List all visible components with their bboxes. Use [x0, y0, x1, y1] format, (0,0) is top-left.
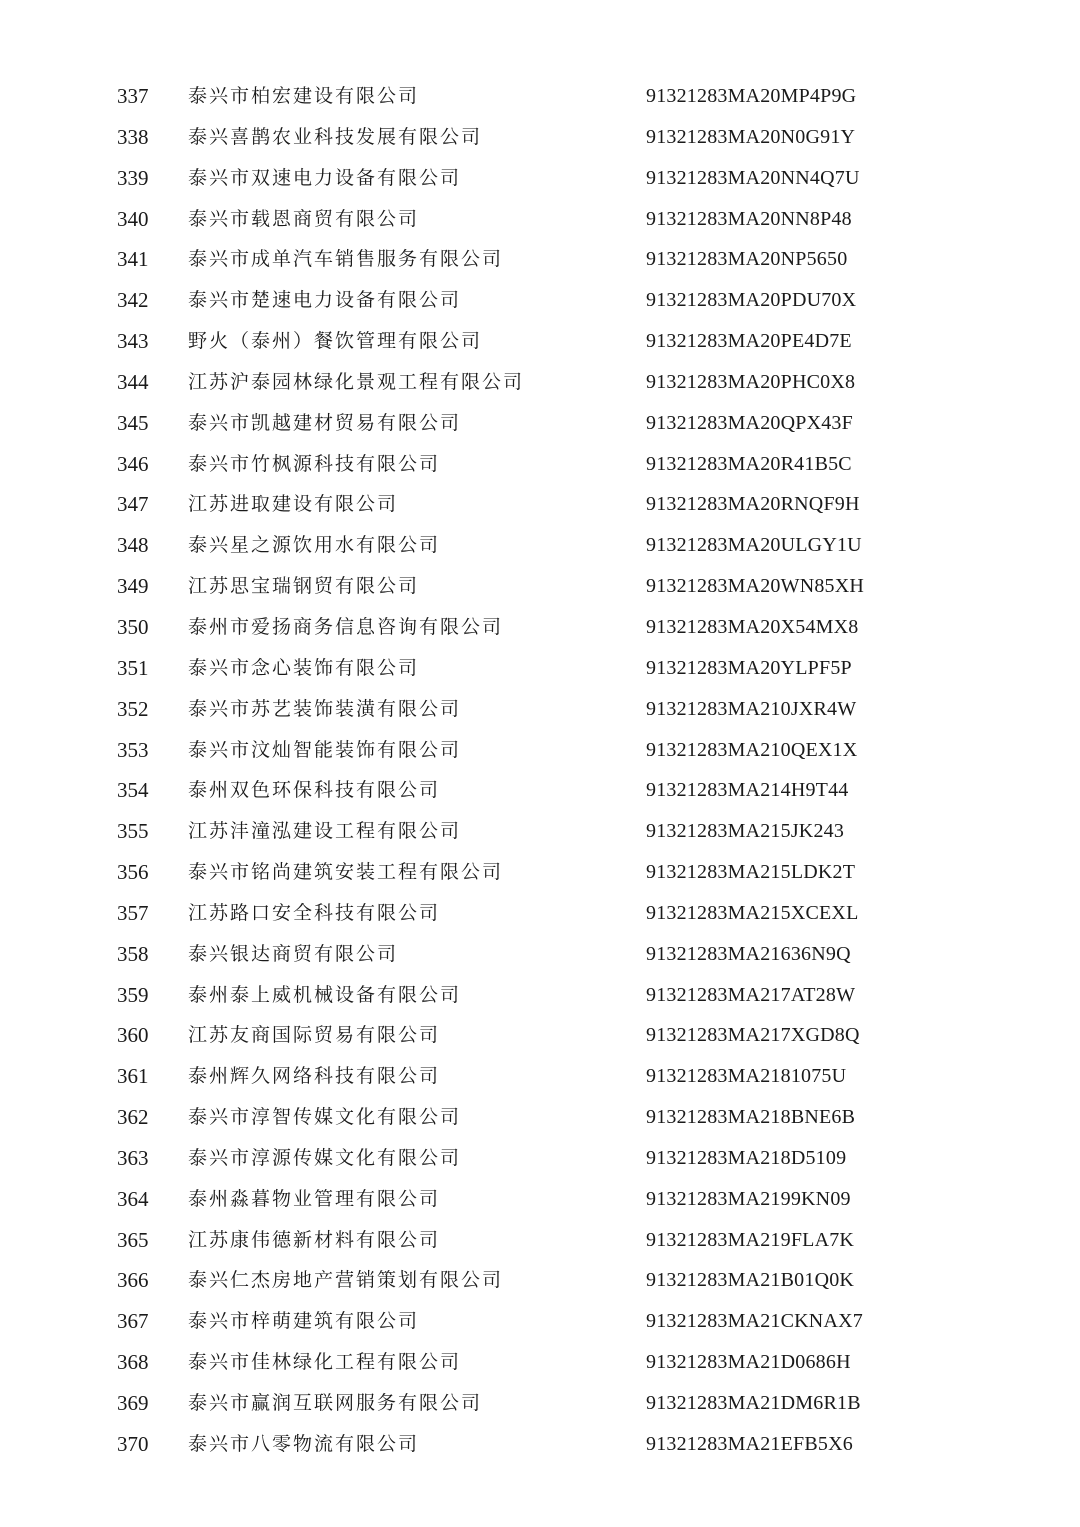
row-number: 343 [117, 329, 149, 354]
company-name: 泰兴市八零物流有限公司 [188, 1432, 420, 1455]
row-number: 365 [117, 1227, 149, 1252]
table-row [0, 893, 1080, 934]
company-name: 泰兴市双速电力设备有限公司 [188, 166, 462, 189]
credit-code: 91321283MA20WN85XH [646, 575, 865, 598]
credit-code: 91321283MA20MP4P9G [646, 85, 857, 107]
table-row [0, 607, 1080, 648]
row-number: 364 [117, 1186, 149, 1211]
company-name: 泰兴喜鹊农业科技发展有限公司 [188, 125, 483, 148]
row-number: 349 [117, 574, 149, 599]
table-row [0, 1383, 1080, 1424]
credit-code: 91321283MA217AT28W [646, 983, 856, 1006]
table-row [0, 525, 1080, 566]
table-row [0, 444, 1080, 485]
company-name: 泰兴市竹枫源科技有限公司 [188, 452, 441, 475]
company-name: 泰兴市汶灿智能装饰有限公司 [188, 738, 462, 761]
row-number: 361 [117, 1064, 149, 1089]
row-number: 360 [117, 1023, 149, 1048]
company-name: 泰兴星之源饮用水有限公司 [188, 534, 441, 557]
company-name: 泰兴银达商贸有限公司 [188, 942, 399, 965]
company-name: 泰州双色环保科技有限公司 [188, 779, 441, 802]
table-row [0, 117, 1080, 158]
credit-code: 91321283MA20PE4D7E [646, 330, 852, 353]
row-number: 370 [117, 1431, 149, 1456]
table-row [0, 770, 1080, 811]
row-number: 362 [117, 1105, 149, 1130]
company-name: 江苏友商国际贸易有限公司 [188, 1024, 441, 1047]
credit-code: 91321283MA218D5109 [646, 1146, 847, 1169]
table-row [0, 199, 1080, 240]
table-row [0, 1301, 1080, 1342]
row-number: 342 [117, 288, 149, 313]
company-list-table [0, 76, 1080, 1465]
company-name: 江苏沪泰园林绿化景观工程有限公司 [188, 370, 525, 393]
credit-code: 91321283MA215XCEXL [646, 901, 859, 924]
table-row [0, 811, 1080, 852]
row-number: 358 [117, 941, 149, 966]
row-number: 338 [117, 124, 149, 149]
company-name: 泰州辉久网络科技有限公司 [188, 1065, 441, 1088]
company-name: 泰兴市苏艺装饰装潢有限公司 [188, 697, 462, 720]
table-row [0, 158, 1080, 199]
credit-code: 91321283MA21B01Q0K [646, 1269, 855, 1292]
row-number: 341 [117, 247, 149, 272]
credit-code: 91321283MA2181075U [646, 1065, 847, 1088]
table-row [0, 403, 1080, 444]
company-name: 野火（泰州）餐饮管理有限公司 [188, 330, 483, 353]
credit-code: 91321283MA210QEX1X [646, 738, 858, 761]
table-row [0, 239, 1080, 280]
company-name: 泰兴仁杰房地产营销策划有限公司 [188, 1269, 504, 1292]
company-name: 泰兴市淳智传媒文化有限公司 [188, 1106, 462, 1129]
company-name: 泰兴市赢润互联网服务有限公司 [188, 1392, 483, 1414]
row-number: 352 [117, 696, 149, 721]
credit-code: 91321283MA20PDU70X [646, 289, 857, 312]
table-row [0, 1097, 1080, 1138]
company-name: 泰兴市佳林绿化工程有限公司 [188, 1351, 462, 1374]
company-name: 泰兴市铭尚建筑安装工程有限公司 [188, 861, 504, 884]
row-number: 369 [117, 1391, 149, 1415]
row-number: 353 [117, 737, 149, 762]
table-row [0, 1138, 1080, 1179]
company-name: 江苏康伟德新材料有限公司 [188, 1228, 441, 1251]
row-number: 366 [117, 1268, 149, 1293]
table-row [0, 566, 1080, 607]
row-number: 368 [117, 1350, 149, 1375]
table-row [0, 730, 1080, 771]
table-row [0, 648, 1080, 689]
company-name: 泰州淼暮物业管理有限公司 [188, 1187, 441, 1210]
company-name: 江苏沣潼泓建设工程有限公司 [188, 820, 462, 843]
row-number: 345 [117, 410, 149, 435]
table-row [0, 1342, 1080, 1383]
credit-code: 91321283MA21DM6R1B [646, 1392, 861, 1414]
credit-code: 91321283MA210JXR4W [646, 697, 857, 720]
company-name: 江苏路口安全科技有限公司 [188, 901, 441, 924]
table-row [0, 321, 1080, 362]
row-number: 344 [117, 369, 149, 394]
company-name: 泰兴市载恩商贸有限公司 [188, 207, 420, 230]
credit-code: 91321283MA21CKNAX7 [646, 1310, 863, 1333]
company-name: 泰州泰上威机械设备有限公司 [188, 983, 462, 1006]
row-number: 367 [117, 1309, 149, 1334]
row-number: 357 [117, 900, 149, 925]
company-name: 泰兴市柏宏建设有限公司 [188, 85, 420, 107]
credit-code: 91321283MA20NP5650 [646, 248, 848, 271]
credit-code: 91321283MA20YLPF5P [646, 656, 852, 679]
credit-code: 91321283MA20PHC0X8 [646, 370, 856, 393]
company-name: 泰兴市淳源传媒文化有限公司 [188, 1146, 462, 1169]
row-number: 348 [117, 533, 149, 558]
table-row [0, 852, 1080, 893]
row-number: 359 [117, 982, 149, 1007]
table-row [0, 280, 1080, 321]
row-number: 363 [117, 1145, 149, 1170]
company-name: 泰兴市梓萌建筑有限公司 [188, 1310, 420, 1333]
row-number: 356 [117, 860, 149, 885]
credit-code: 91321283MA219FLA7K [646, 1228, 855, 1251]
row-number: 337 [117, 84, 149, 108]
table-row [0, 76, 1080, 117]
credit-code: 91321283MA20NN4Q7U [646, 166, 860, 189]
credit-code: 91321283MA214H9T44 [646, 779, 849, 802]
row-number: 355 [117, 819, 149, 844]
company-name: 泰兴市楚速电力设备有限公司 [188, 289, 462, 312]
credit-code: 91321283MA215JK243 [646, 820, 845, 843]
table-row [0, 1424, 1080, 1465]
table-row [0, 689, 1080, 730]
credit-code: 91321283MA20X54MX8 [646, 615, 859, 638]
company-name: 泰兴市念心装饰有限公司 [188, 656, 420, 679]
row-number: 354 [117, 778, 149, 803]
row-number: 351 [117, 655, 149, 680]
company-name: 泰兴市成单汽车销售服务有限公司 [188, 248, 504, 271]
company-name: 泰州市爱扬商务信息咨询有限公司 [188, 615, 504, 638]
table-row [0, 975, 1080, 1016]
table-row [0, 484, 1080, 525]
credit-code: 91321283MA2199KN09 [646, 1187, 851, 1210]
table-row [0, 1179, 1080, 1220]
credit-code: 91321283MA20RNQF9H [646, 493, 860, 516]
row-number: 347 [117, 492, 149, 517]
credit-code: 91321283MA20ULGY1U [646, 534, 862, 557]
credit-code: 91321283MA21D0686H [646, 1351, 851, 1374]
row-number: 340 [117, 206, 149, 231]
table-row [0, 1056, 1080, 1097]
credit-code: 91321283MA21636N9Q [646, 942, 851, 965]
credit-code: 91321283MA217XGD8Q [646, 1024, 860, 1047]
table-row [0, 362, 1080, 403]
table-row [0, 934, 1080, 975]
credit-code: 91321283MA21EFB5X6 [646, 1432, 853, 1455]
credit-code: 91321283MA218BNE6B [646, 1106, 856, 1129]
credit-code: 91321283MA20N0G91Y [646, 125, 856, 148]
row-number: 350 [117, 614, 149, 639]
table-row [0, 1015, 1080, 1056]
credit-code: 91321283MA20R41B5C [646, 452, 852, 475]
row-number: 346 [117, 451, 149, 476]
credit-code: 91321283MA215LDK2T [646, 861, 856, 884]
credit-code: 91321283MA20NN8P48 [646, 207, 852, 230]
company-name: 泰兴市凯越建材贸易有限公司 [188, 411, 462, 434]
company-name: 江苏进取建设有限公司 [188, 493, 399, 516]
table-row [0, 1260, 1080, 1301]
table-row [0, 1220, 1080, 1261]
credit-code: 91321283MA20QPX43F [646, 411, 853, 434]
row-number: 339 [117, 165, 149, 190]
company-name: 江苏思宝瑞钢贸有限公司 [188, 575, 420, 598]
